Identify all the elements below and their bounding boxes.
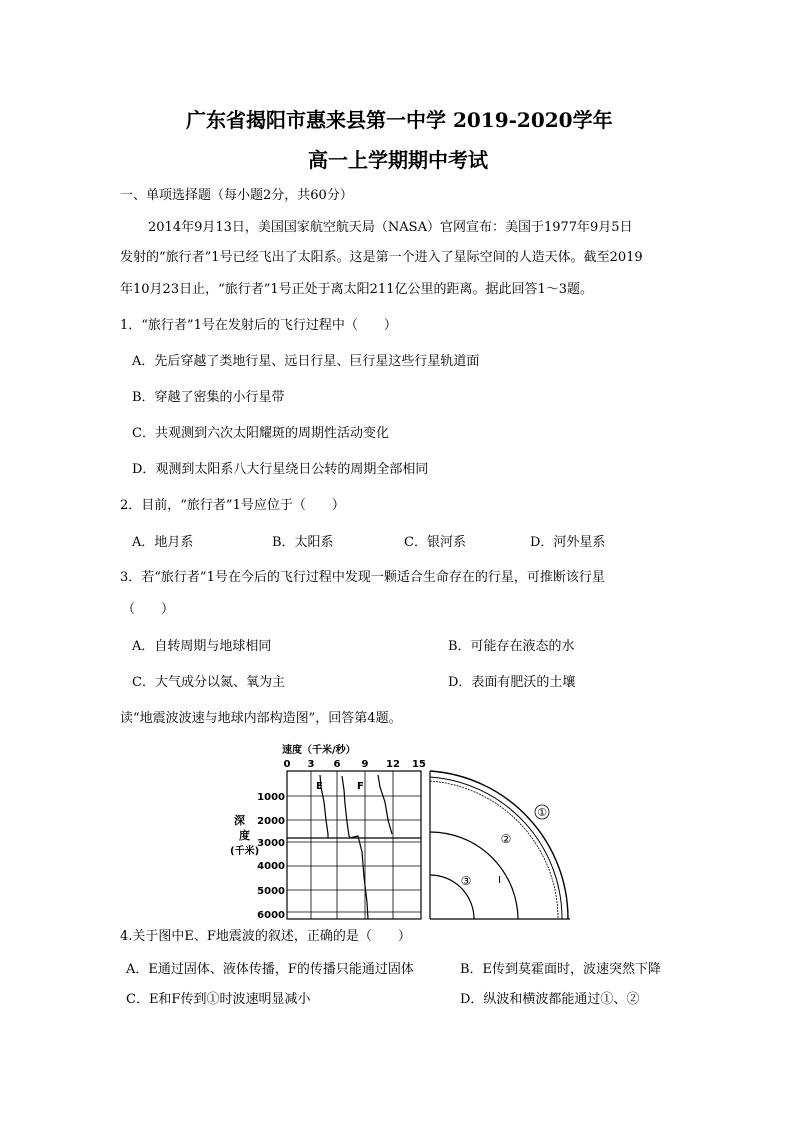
speed-axis-label: 速度（千米/秒） — [282, 745, 356, 756]
y-tick: 1000 — [257, 792, 285, 803]
question-2-option-a: A．地月系 — [132, 535, 194, 550]
figure-intro: 读“地震波波速与地球内部构造图”，回答第4题。 — [120, 711, 402, 726]
y-tick: 4000 — [257, 861, 285, 872]
x-tick: 15 — [412, 759, 426, 770]
mantle-arc — [430, 781, 558, 919]
question-1-option-c: C．共观测到六次太阳耀斑的周期性活动变化 — [132, 426, 389, 441]
question-2-option-b: B．太阳系 — [272, 535, 334, 550]
question-3-option-a: A．自转周期与地球相同 — [132, 639, 272, 654]
grid-lines — [287, 771, 421, 919]
seismic-wave-figure — [230, 742, 570, 924]
wave-curve-outer — [378, 775, 392, 834]
crust-outer-arc — [430, 771, 568, 919]
question-4-stem: 4.关于图中E、F地震波的叙述，正确的是（ ） — [120, 929, 411, 944]
wave-f-label: F — [357, 781, 364, 792]
layer-3-label: ③ — [460, 874, 472, 888]
y-tick: 2000 — [257, 816, 285, 827]
depth-label: 度 — [239, 829, 250, 842]
x-tick: 12 — [386, 759, 400, 770]
question-4-option-d: D．纵波和横波都能通过①、② — [460, 992, 640, 1007]
layer-2-label: ② — [500, 832, 512, 846]
passage-line: 年10月23日止，“旅行者”1号正处于离太阳211亿公里的距离。据此回答1～3题。 — [120, 282, 594, 297]
chart-frame — [287, 771, 421, 919]
y-tick: 3000 — [257, 838, 285, 849]
question-4-option-b: B．E传到莫霍面时，波速突然下降 — [460, 962, 662, 977]
question-3-stem-blank: （ ） — [122, 602, 175, 617]
question-3-stem: 3．若“旅行者”1号在今后的飞行过程中发现一颗适合生命存在的行星，可推断该行星 — [120, 570, 605, 585]
question-3-option-b: B．可能存在液态的水 — [448, 639, 575, 654]
x-tick: 6 — [333, 759, 341, 770]
question-3-option-d: D．表面有肥沃的土壤 — [448, 675, 576, 690]
layer-1-label: ① — [537, 806, 547, 819]
passage-line: 2014年9月13日，美国国家航空航天局（NASA）官网宣布：美国于1977年9月5日 — [148, 220, 633, 235]
question-4-option-c: C．E和F传到①时波速明显减小 — [126, 992, 311, 1007]
question-2-stem: 2．目前，“旅行者”1号应位于（ ） — [120, 498, 345, 513]
y-tick: 6000 — [257, 910, 285, 921]
boundary-mark: I — [498, 875, 501, 886]
passage-line: 发射的“旅行者”1号已经飞出了太阳系。这是第一个进入了星际空间的人造天体。截至2019 — [120, 250, 643, 265]
question-4-option-a: A．E通过固体、液体传播，F的传播只能通过固体 — [126, 962, 414, 977]
wave-e-label: E — [316, 781, 323, 792]
page-subtitle: 高一上学期期中考试 — [308, 148, 488, 172]
x-tick: 3 — [307, 759, 315, 770]
depth-label: 深 — [234, 814, 245, 827]
page-title: 广东省揭阳市惠来县第一中学 2019-2020学年 — [186, 108, 613, 132]
question-1-option-a: A．先后穿越了类地行星、远日行星、巨行星这些行星轨道面 — [132, 354, 480, 369]
question-1-option-d: D．观测到太阳系八大行星绕日公转的周期全部相同 — [132, 462, 429, 477]
x-tick: 0 — [283, 759, 291, 770]
depth-unit-label: (千米) — [230, 846, 260, 857]
x-tick: 9 — [361, 759, 369, 770]
wave-f-curve-upper — [342, 776, 350, 838]
question-3-option-c: C．大气成分以氮、氧为主 — [132, 675, 285, 690]
question-2-option-d: D．河外星系 — [530, 535, 606, 550]
moho-arc — [430, 777, 562, 919]
y-tick: 5000 — [257, 886, 285, 897]
section-heading: 一、单项选择题（每小题2分，共60分） — [120, 188, 353, 203]
question-1-option-b: B．穿越了密集的小行星带 — [132, 390, 285, 405]
question-1-stem: 1．“旅行者”1号在发射后的飞行过程中（ ） — [120, 318, 397, 333]
question-2-option-c: C．银河系 — [404, 535, 466, 550]
